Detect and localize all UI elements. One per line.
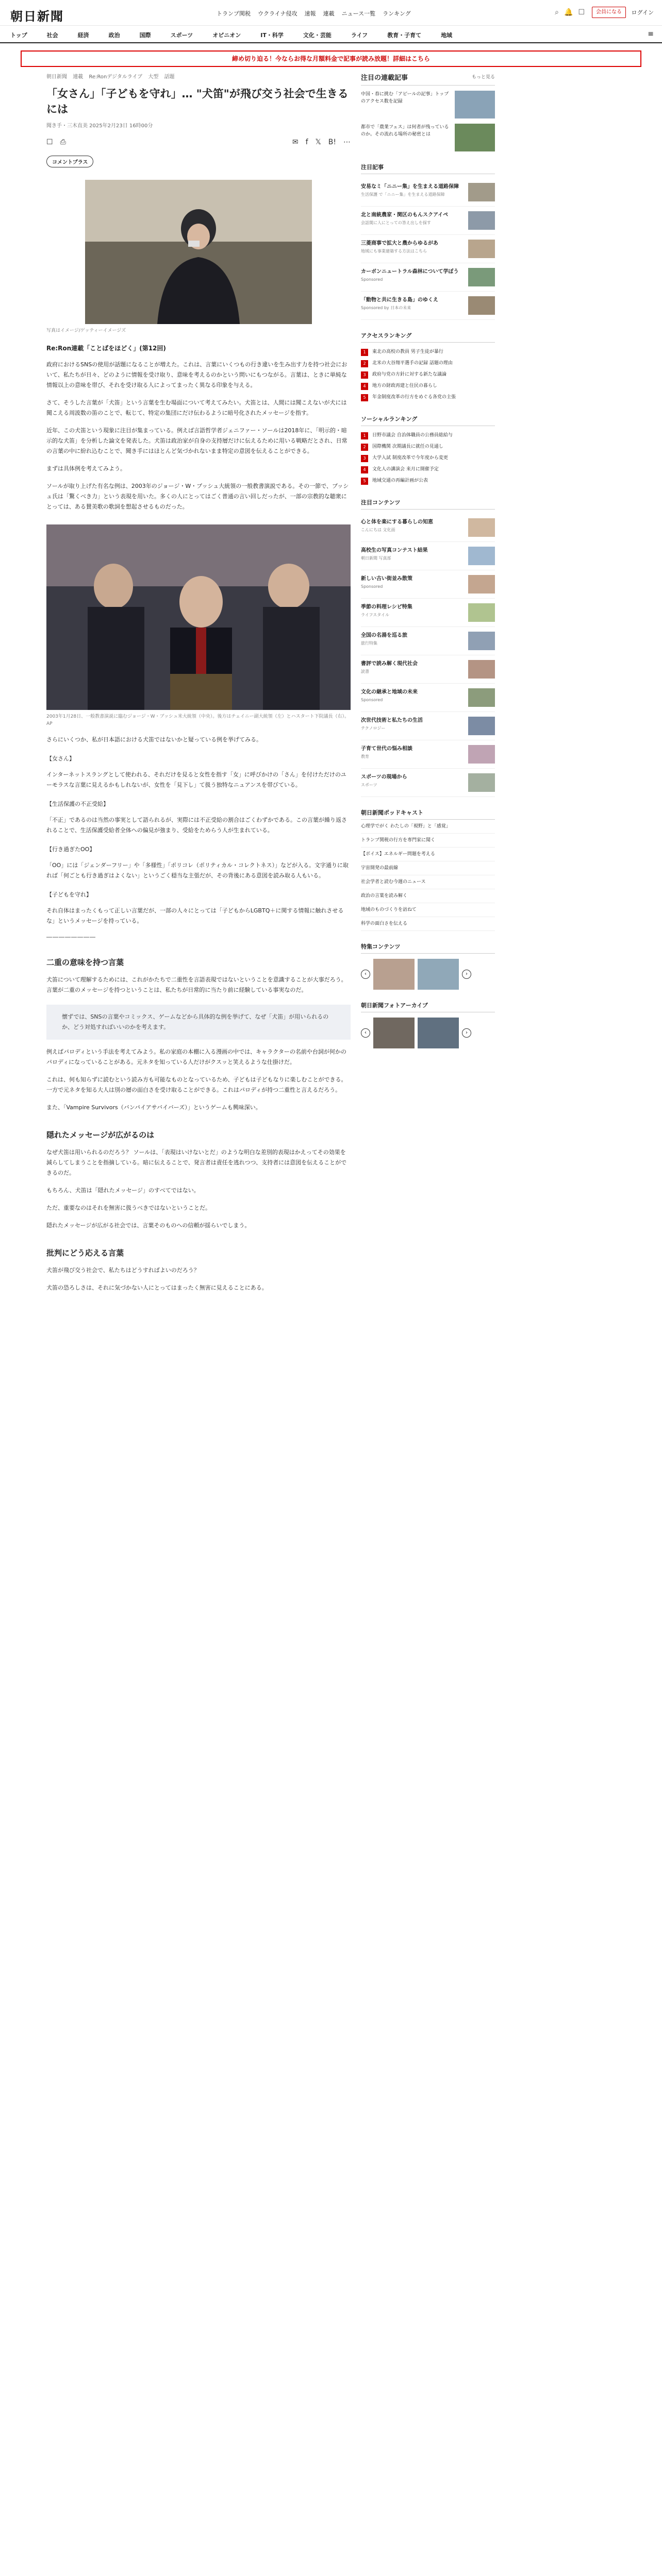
photo-caption: 写真はイメージ/ゲッティーイメージズ [46, 328, 126, 333]
contents-list [361, 514, 495, 797]
paragraph: 「不正」であるのは当然の事実として語られるが、実際には不正受給の割合はごくわずかである。この言葉が繰り返されることで、生活保護受給者全体への偏見が強まり、受給をためらう人が生まれている。 [46, 817, 347, 834]
ranking-item[interactable]: 5 年金制度改革の行方をめぐる各党の主張 [361, 392, 495, 403]
sidebar-heading: 注目の連載記事 もっと見る [361, 72, 495, 86]
ranking-item[interactable]: 2 国際機関 次期議長に就任の見通し [361, 442, 495, 453]
social-ranking-list [361, 430, 495, 487]
carousel [361, 959, 495, 990]
top-link[interactable]: ウクライナ侵攻 [258, 10, 297, 17]
nav-item[interactable]: 地域 [441, 32, 453, 39]
list-item[interactable]: トランプ関税の行方を専門家に聞く [361, 834, 495, 848]
paragraph: さらにいくつか、私が日本語における犬笛ではないかと疑っている例を挙げてみる。 [46, 736, 262, 743]
photo-illustration [85, 180, 312, 324]
paragraph: 「OO」には「ジェンダーフリー」や「多様性」「ポリコレ（ポリティカル・コレクトネス）」などが入る。文字通りに取れば「何ごとも行き過ぎはよくない」というごく穏当な主張だが、その背後にある意図を読み取る人もいる。 [46, 862, 349, 879]
pull-quote: 懐ずでは、SNSの言葉やコミックス、ゲームなどから具体的な例を挙げて、なぜ「犬笛」が用いられるのか、どう対処すればいいのかを考えます。 [46, 1005, 351, 1040]
login-link[interactable]: ログイン [631, 9, 654, 16]
bell-icon[interactable]: 🔔 [564, 8, 573, 16]
paragraph: これは、何も知らずに読むという読み方も可能なものとなっているため、子どもは子どもなりに楽しむことができる。一方で元ネタを知る大人は別の層の面白さを受け取ることができる。これはパロディが持つ二重性と言えるだろう。 [46, 1076, 347, 1093]
sidebar-heading: 注目記事 [361, 163, 495, 174]
list-item[interactable]: 科学の面白さを伝える [361, 917, 495, 931]
feature-item[interactable]: 中国・春に挑む「アピールの記事」トップのアクセス数を記録 [361, 91, 495, 118]
chevron-right-icon[interactable]: › [462, 1028, 471, 1038]
carousel-item[interactable] [373, 1018, 415, 1048]
nav-item[interactable]: オピニオン [212, 32, 241, 39]
paragraph: 犬笛の恐ろしさは、それに気づかない人にとってはまったく無害に見えることにある。 [46, 1284, 268, 1291]
carousel-item[interactable] [418, 959, 459, 990]
paragraph: 犬笛が飛び交う社会で、私たちはどうすればよいのだろう？ [46, 1267, 200, 1274]
chevron-right-icon[interactable]: › [462, 970, 471, 979]
register-button[interactable]: 会員になる [592, 7, 626, 18]
sidebar-heading: アクセスランキング [361, 331, 495, 343]
thumbnail [468, 240, 495, 258]
thumbnail [468, 603, 495, 622]
paragraph: なぜ犬笛は用いられるのだろう？ ソールは、「表現はいけないとだ」のような明白な差別的表現はかえってその効果を減らしてしまうことを指摘している。暗に伝えることで、発言者は責任を逃れつつ、支持者には意図を伝えることができるのだ。 [46, 1149, 347, 1176]
subheading: 【行き過ぎたOO】 [46, 846, 95, 853]
ranking-list [361, 347, 495, 403]
sidebar-heading: 注目コンテンツ [361, 498, 495, 510]
list-item[interactable]: 書評で読み解く現代社会 読書 [361, 655, 495, 684]
list-item[interactable]: 心と体を楽にする暮らしの知恵 こんにちは 文化面 [361, 514, 495, 542]
paragraph: また、「Vampire Survivors（バンパイアサバイバーズ）」というゲームも興味深い。 [46, 1104, 261, 1111]
thumbnail [468, 518, 495, 537]
divider: ―――――――― [46, 934, 96, 940]
nav-item[interactable]: トップ [10, 32, 27, 39]
article-photo [85, 180, 312, 324]
photo-carousel [361, 1018, 495, 1048]
list-item[interactable]: 政治の言葉を読み解く [361, 889, 495, 903]
header-icons [555, 8, 585, 16]
carousel-item[interactable] [418, 1018, 459, 1048]
chevron-left-icon[interactable]: ‹ [361, 970, 370, 979]
subheading: 【生活保護の不正受給】 [46, 801, 109, 807]
bookmark-icon[interactable]: ☐ [578, 8, 585, 16]
thumbnail [468, 211, 495, 230]
thumbnail [468, 575, 495, 594]
list-item[interactable]: 「動物と共に生きる島」のゆくえ Sponsored by 日本の未来 [361, 292, 495, 320]
featured-list [361, 178, 495, 320]
share-bar [46, 138, 351, 146]
thumbnail [468, 660, 495, 679]
subheading: 【女さん】 [46, 755, 75, 762]
nav-item[interactable]: ライフ [351, 32, 368, 39]
sidebar [361, 72, 495, 1048]
thumbnail [455, 124, 495, 151]
breadcrumb [46, 72, 351, 80]
list-item[interactable]: 宇宙開発の最前線 [361, 861, 495, 875]
list-item[interactable]: 新しい古い街並み散策 Sponsored [361, 570, 495, 599]
list-item[interactable]: 【ボイス】エネルギー問題を考える [361, 848, 495, 861]
top-link[interactable]: 連載 [323, 10, 335, 17]
nav-item[interactable]: 社会 [46, 32, 58, 39]
print-icon[interactable]: ⎙ [60, 138, 66, 146]
article-title: 「女さん」「子どもを守れ」… "犬笛"が飛び交う社会で生きるには [46, 88, 349, 115]
thumbnail [468, 745, 495, 764]
thumbnail [468, 717, 495, 735]
list-item[interactable]: 三菱商事で拡大と農からゆるがあ 地域にも事業建築する方法はこちら [361, 235, 495, 263]
series-label[interactable]: Re:Ron連載「ことばをほどく」(第12回) [46, 345, 166, 352]
top-link[interactable]: ランキング [383, 10, 411, 17]
sidebar-heading: 朝日新聞ポッドキャスト [361, 808, 495, 820]
list-item[interactable]: 文化の継承と地域の未来 Sponsored [361, 684, 495, 712]
ranking-item[interactable]: 1 日野市議会 自治体職員の公務員総給与 [361, 430, 495, 442]
breadcrumb-item[interactable]: 連載 [73, 74, 84, 80]
photo-illustration [46, 524, 351, 710]
ranking-item[interactable]: 2 北米の大谷翔平選手の記録 話題の理由 [361, 358, 495, 369]
ranking-item[interactable]: 4 地方の財政再建と住民の暮らし [361, 381, 495, 392]
list-item[interactable]: 子育て世代の悩み相談 教育 [361, 740, 495, 769]
paragraph: さて、そうした言葉が「犬笛」という言葉を生む場面について考えてみたい。犬笛とは、人間には聞こえないが犬には聞こえる周波数の笛のことで、転じて、特定の集団にだけ伝わるように暗号化されたメッセージを指す。 [46, 399, 347, 416]
nav-item[interactable]: 政治 [108, 32, 120, 39]
list-item[interactable]: 全国の名湯を巡る旅 旅行特集 [361, 627, 495, 655]
top-link[interactable]: 速報 [304, 10, 316, 17]
list-item[interactable]: 社会学者と読む今週のニュース [361, 875, 495, 889]
sidebar-heading: 朝日新聞フォトアーカイブ [361, 1001, 495, 1012]
promo-banner[interactable]: 締め切り迫る！今ならお得な月額料金で記事が読み放題！詳細はこちら [21, 50, 641, 67]
podcast-list [361, 820, 495, 931]
list-item[interactable]: カーボンニュートラル森林について学ぼう Sponsored [361, 263, 495, 292]
list-item[interactable]: 季節の料理レシピ特集 ライフスタイル [361, 599, 495, 627]
article [46, 72, 351, 1293]
site-logo[interactable]: 朝日新聞 [10, 9, 64, 24]
photo-caption: 2003年1月28日、一般教書演説に臨むジョージ・W・ブッシュ米大統領（中央）。後方はチェイニー副大統領（左）とハスタート下院議長（右）。AP [46, 714, 350, 726]
list-item[interactable]: 地域のものづくりを訪ねて [361, 903, 495, 917]
breadcrumb-item[interactable]: 大型 [148, 74, 159, 80]
paragraph: ただ、重要なのはそれを無害に扱うべきではないということだ。 [46, 1205, 211, 1211]
nav-item[interactable]: 経済 [77, 32, 89, 39]
paragraph: インターネットスラングとして使われる、それだけを見ると女性を指す「女」に呼びかけの「さん」を付けただけのユーモラスな言葉に見えるかもしれないが、女性を「見下し」て扱う独特なニュアンスを帯びている。 [46, 771, 346, 788]
nav-item[interactable]: 文化・芸能 [303, 32, 332, 39]
paragraph: まずは具体例を考えてみよう。 [46, 465, 126, 472]
bookmark-icon[interactable]: ☐ [46, 138, 53, 146]
thumbnail [468, 547, 495, 565]
list-item[interactable]: 高校生の写真コンテスト結果 朝日新聞 写真部 [361, 542, 495, 570]
thumbnail [468, 773, 495, 792]
breadcrumb-item[interactable]: Re:Ronデジタルライブ [89, 74, 143, 80]
nav-item[interactable]: 国際 [139, 32, 151, 39]
top-link[interactable]: ニュース一覧 [341, 10, 376, 17]
comment-plus-button[interactable]: コメントプラス [46, 156, 93, 167]
paragraph: 例えばパロディという手法を考えてみよう。私の家庭の本棚に入る漫画の中では、キャラクターの名前や台詞が何かのパロディになっていることがある。元ネタを知っている人だけがクスッと笑えるような仕掛けだ。 [46, 1048, 346, 1065]
paragraph: 近年、この犬笛という現象に注目が集まっている。例えば言語哲学者ジェニファー・ソールは2018年に、「明示的・暗示的な犬笛」を分析した論文を発表した。犬笛は政治家が自身の支持層だけに伝えるために用いる戦略だとされ、日常の言葉の中に紛れ込むことで、聞き手にはほとんど気づかれないまま特定の意図を伝えることができる。 [46, 427, 347, 454]
list-item[interactable]: 次世代技術と私たちの生活 テクノロジー [361, 712, 495, 740]
sidebar-heading: ソーシャルランキング [361, 415, 495, 426]
top-bar [0, 0, 662, 26]
search-icon[interactable]: ⌕ [555, 8, 559, 16]
more-link[interactable]: もっと見る [471, 75, 495, 80]
list-item[interactable]: 北と南統農家・関区のもんスクアイペ 会話関に人にとっての答え出しを探す [361, 207, 495, 235]
thumbnail [468, 296, 495, 315]
thumbnail [468, 632, 495, 650]
ranking-item[interactable]: 3 政府与党の方針に対する新たな議論 [361, 369, 495, 381]
article-meta: 聞き手・三木直美 2025年2月23日 16時00分 [46, 123, 153, 129]
hatena-icon[interactable]: B! [328, 138, 336, 146]
facebook-icon[interactable]: f [305, 138, 308, 146]
breadcrumb-item[interactable]: 話題 [164, 74, 175, 80]
paragraph: もちろん、犬笛は「隠れたメッセージ」のすべてではない。 [46, 1187, 200, 1194]
thumbnail [455, 91, 495, 118]
list-item[interactable]: 安易なミ「ニニー集」を生まえる道路保障 生活保護 で「ニニー集」を生まえる道路保障 [361, 178, 495, 207]
nav-item[interactable]: スポーツ [170, 32, 193, 39]
main-nav [0, 26, 662, 43]
sidebar-heading: 特集コンテンツ [361, 942, 495, 954]
nav-item[interactable]: IT・科学 [260, 32, 284, 39]
thumbnail [468, 183, 495, 201]
thumbnail [468, 268, 495, 286]
feature-item[interactable]: 都市で「農業フェス」は何者が残っているのか。その流れる場所の秘密とは [361, 124, 495, 151]
paragraph: 隠れたメッセージが広がる社会では、言葉そのものへの信頼が揺らいでしまう。 [46, 1222, 251, 1229]
paragraph: それ自体はまったくもって正しい言葉だが、一部の人々にとっては「子どもからLGBTQ＋に関する情報に触れさせるな」というメッセージを持っている。 [46, 907, 344, 924]
paragraph: 政府におけるSNSの使用が話題になることが増えた。これは、言葉にいくつもの行き違いを生み出す力を持つ社会において、私たちが日々、どのように情報を受け取り、意味を考えるのかという問いにもつながる。言葉は、ときに単純な情報以上の意味を帯び、それを受け取る人によってまったく異なる印象を与える。 [46, 361, 347, 388]
top-links [217, 9, 411, 18]
subheading: 【子どもを守れ】 [46, 891, 92, 898]
carousel-item[interactable] [373, 959, 415, 990]
ranking-item[interactable]: 3 大学入試 制度改革で今年度から変更 [361, 453, 495, 464]
article-photo [46, 524, 351, 710]
more-icon[interactable]: ⋯ [343, 138, 351, 146]
nav-item[interactable]: 教育・子育て [387, 32, 422, 39]
list-item[interactable]: スポーツの現場から スポーツ [361, 769, 495, 797]
chevron-left-icon[interactable]: ‹ [361, 1028, 370, 1038]
paragraph: 犬笛について理解するためには、これがかたちで二重性を言語表現ではないということを意識することが大事だろう。言葉が二重のメッセージを持つということは、私たちが日常的に当たり前に経験している事実なのだ。 [46, 976, 347, 993]
x-icon[interactable]: 𝕏 [315, 138, 321, 146]
paragraph: ソールが取り上げた有名な例は、2003年のジョージ・W・ブッシュ大統領の一般教書演説である。その一節で、ブッシュ氏は「驚くべき力」という表現を用いた。多くの人にとってはごく普通の言い回しだったが、一部の宗教的な聴衆にとっては、ある賛美歌の歌詞を想起させるものだった。 [46, 483, 349, 510]
section-heading: 批判にどう応える言葉 [46, 1248, 124, 1258]
ranking-item[interactable]: 1 東北の高校の教員 男子生徒が暴行 [361, 347, 495, 358]
top-link[interactable]: トランプ関税 [217, 10, 251, 17]
ranking-item[interactable]: 4 文化人の講演会 来月に開催予定 [361, 464, 495, 476]
list-item[interactable]: 心理学でがく わたしの「視野」と「感覚」 [361, 820, 495, 834]
menu-icon[interactable]: ≡ [648, 30, 654, 38]
ranking-item[interactable]: 5 地域交通の再編計画が公表 [361, 476, 495, 487]
thumbnail [468, 688, 495, 707]
section-heading: 隠れたメッセージが広がるのは [46, 1130, 155, 1140]
section-heading: 二重の意味を持つ言葉 [46, 958, 124, 967]
mail-icon[interactable]: ✉ [292, 138, 299, 146]
breadcrumb-item[interactable]: 朝日新聞 [46, 74, 67, 80]
